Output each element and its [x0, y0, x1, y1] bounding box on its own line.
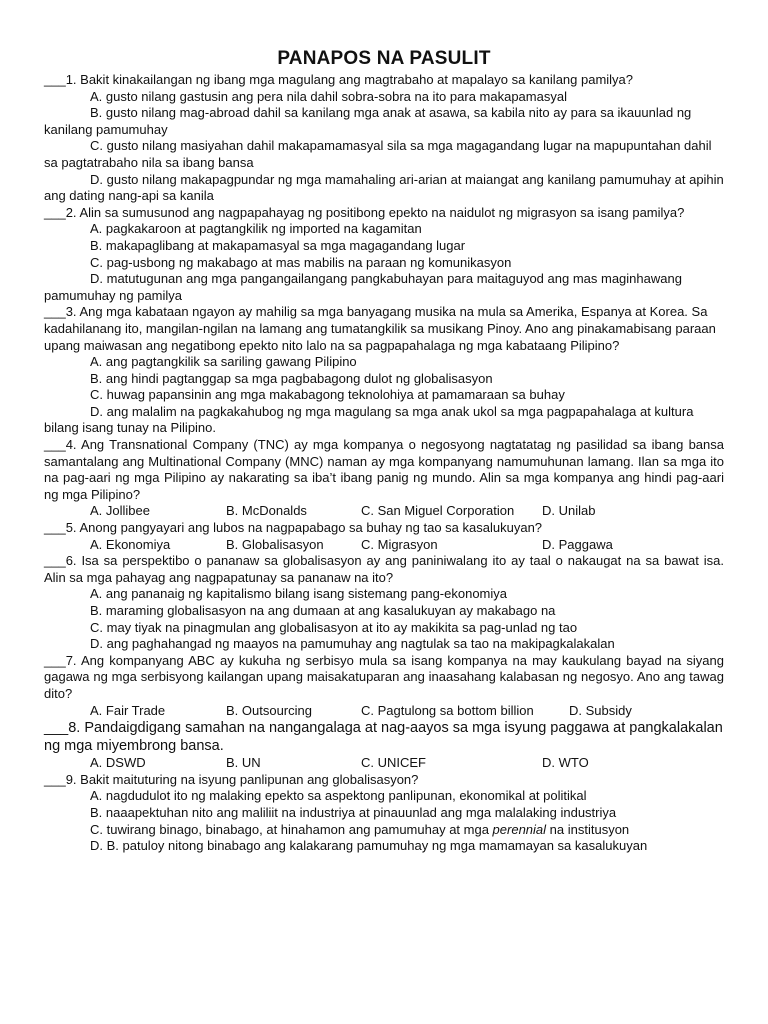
question-2-text: ___2. Alin sa sumusunod ang nagpapahayag ng positibong epekto na naidulot ng migrasyon sa isang pamilya? — [44, 204, 685, 220]
option-a: A. pagkakaroon at pagtangkilik ng imported na kagamitan — [90, 221, 422, 237]
answer-blank[interactable]: ___ — [44, 720, 69, 737]
option-c: C. gusto nilang masiyahan dahil makapamamasyal sila sa mga magagandang lugar na mapupuntahan dahil sa pagtatrabaho nila sa ibang bansa — [44, 138, 712, 170]
question-5-text: ___5. Anong pangyayari ang lubos na nagpapabago sa buhay ng tao sa kasalukuyan? — [44, 520, 543, 536]
option-d: D. WTO — [542, 755, 589, 771]
option-d: D. gusto nilang makapagpundar ng mga mamahaling ari-arian at maiangat ang kanilang pamumuhay at apihin ang dating nang-api sa kanila — [44, 171, 724, 204]
italic-term: perennial — [492, 821, 547, 837]
answer-blank[interactable]: ___ — [44, 204, 66, 220]
question-6-text: ___6. Isa sa perspektibo o pananaw sa globalisasyon ay ang paniniwalang ito ay taal o nakaugat na sa bawat isa. Alin sa mga pahayag ang nagpapatunay sa pananaw na ito? — [44, 553, 724, 585]
answer-blank[interactable]: ___ — [44, 771, 66, 787]
page-title: PANAPOS NA PASULIT — [277, 48, 491, 69]
question-2 — [44, 205, 724, 305]
option-b: B. makapaglibang at makapamasyal sa mga magagandang lugar — [90, 237, 466, 253]
question-4 — [44, 437, 724, 520]
answer-blank[interactable]: ___ — [44, 437, 66, 453]
option-c: C. Migrasyon — [361, 536, 438, 552]
answer-blank[interactable]: ___ — [44, 652, 66, 668]
question-9 — [44, 772, 724, 855]
answer-blank[interactable]: ___ — [44, 304, 66, 320]
option-b: B. Globalisasyon — [226, 536, 324, 552]
answer-blank[interactable]: ___ — [44, 520, 66, 536]
option-a: A. ang pagtangkilik sa sariling gawang Pilipino — [90, 354, 357, 370]
question-7 — [44, 653, 724, 719]
question-9-text: ___9. Bakit maituturing na isyung panlipunan ang globalisasyon? — [44, 771, 419, 787]
question-3-text: ___3. Ang mga kabataan ngayon ay mahilig sa mga banyagang musika na mula sa Amerika, Espanya at Korea. Sa kadahilanang ito, mangilan-ngilan na lamang ang tumatangkilik sa musikang Pinoy. Ano ang pinakamabisang paraan upang maiwasan ang negatibong epekto nito lalo na sa pagpapahalaga ng mga kabataang Pilipino? — [44, 304, 716, 353]
option-d: D. ang paghahangad ng maayos na pamumuhay ang nagtulak sa tao na makipagkalakalan — [90, 636, 615, 652]
options-row — [44, 703, 724, 720]
option-d: D. B. patuloy nitong binabago ang kalakarang pamumuhay ng mga mamamayan sa kasalukuyan — [90, 838, 648, 854]
option-b: B. ang hindi pagtanggap sa mga pagbabagong dulot ng globalisasyon — [90, 370, 493, 386]
option-a: A. DSWD — [90, 755, 146, 771]
options-row — [44, 503, 724, 520]
option-a: A. nagdudulot ito ng malaking epekto sa aspektong panlipunan, ekonomikal at politikal — [90, 788, 587, 804]
question-5 — [44, 520, 724, 553]
answer-blank[interactable]: ___ — [44, 72, 66, 87]
option-c: C. Pagtulong sa bottom billion — [361, 702, 534, 718]
question-4-text: ___4. Ang Transnational Company (TNC) ay mga kompanya o negosyong nagtatatag ng pasilidad sa ibang bansa samantalang ang Multinational Company (MNC) naman ay mga kompanyang namumuhunan lamang. Ilan sa mga ito na pag-aari ng mga Pilipino ay nakarating sa iba’t ibang panig ng mundo. Alin sa mga kompanya ang hindi pag-aari ng mga Pilipino? — [44, 437, 724, 502]
option-c: C. huwag papansinin ang mga makabagong teknolohiya at pamamaraan sa buhay — [90, 387, 565, 403]
answer-blank[interactable]: ___ — [44, 553, 66, 569]
option-b: B. gusto nilang mag-abroad dahil sa kanilang mga anak at asawa, sa kabila nito ay para sa ikauunlad ng kanilang pamumuhay — [44, 105, 692, 137]
option-c: C. tuwirang binago, binabago, at hinahamon ang pamumuhay at mga perennial na institusyon — [90, 821, 630, 837]
option-d: D. matutugunan ang mga pangangailangang pangkabuhayan para maitaguyod ang mas maginhawang pamumuhay ng pamilya — [44, 271, 682, 303]
question-3 — [44, 304, 724, 437]
option-a: A. Ekonomiya — [90, 536, 171, 552]
question-8-text: ___8. Pandaigdigang samahan na nangangalaga at nag-aayos sa mga isyung paggawa at pangkalakalan ng mga miyembrong bansa. — [44, 720, 723, 755]
option-a: A. Fair Trade — [90, 702, 166, 718]
question-1-text: ___1. Bakit kinakailangan ng ibang mga magulang ang magtrabaho at mapalayo sa kanilang pamilya? — [44, 72, 634, 87]
option-b: B. naaapektuhan nito ang maliliit na industriya at pinauunlad ang mga malalaking industriya — [90, 804, 617, 820]
option-d: D. Unilab — [542, 503, 596, 519]
question-8 — [44, 719, 724, 772]
question-1 — [44, 72, 724, 205]
question-7-text: ___7. Ang kompanyang ABC ay kukuha ng serbisyo mula sa isang kompanya na may kaukulang bayad na siyang gagawa ng mga serbisyong kailangan upang maisakatuparan ang inaasahang kalabasan ng negosyo. Ano ang tawag dito? — [44, 652, 724, 701]
options-row — [44, 755, 724, 772]
option-c: C. pag-usbong ng makabago at mas mabilis na paraan ng komunikasyon — [90, 254, 512, 270]
option-b: B. maraming globalisasyon na ang dumaan at ang kasalukuyan ay makabago na — [90, 603, 556, 618]
option-d: D. Paggawa — [542, 536, 613, 552]
option-a: A. gusto nilang gastusin ang pera nila dahil sobra-sobra na ito para makapamasyal — [90, 88, 567, 104]
options-row — [44, 537, 724, 554]
option-d: D. Subsidy — [569, 702, 632, 718]
option-b: B. Outsourcing — [226, 702, 312, 718]
option-a: A. Jollibee — [90, 503, 150, 519]
question-6 — [44, 553, 724, 653]
option-a: A. ang pananaig ng kapitalismo bilang isang sistemang pang-ekonomiya — [90, 586, 507, 602]
quiz-page — [44, 47, 724, 855]
option-c: C. San Miguel Corporation — [361, 503, 515, 519]
option-b: B. McDonalds — [226, 503, 307, 519]
option-c: C. may tiyak na pinagmulan ang globalisasyon at ito ay makikita sa pag-unlad ng tao — [90, 619, 578, 635]
option-c: C. UNICEF — [361, 755, 426, 771]
option-b: B. UN — [226, 755, 261, 771]
option-d: D. ang malalim na pagkakahubog ng mga magulang sa mga anak ukol sa mga pagpapahalaga at kultura bilang isang tunay na Pilipino. — [44, 403, 694, 436]
